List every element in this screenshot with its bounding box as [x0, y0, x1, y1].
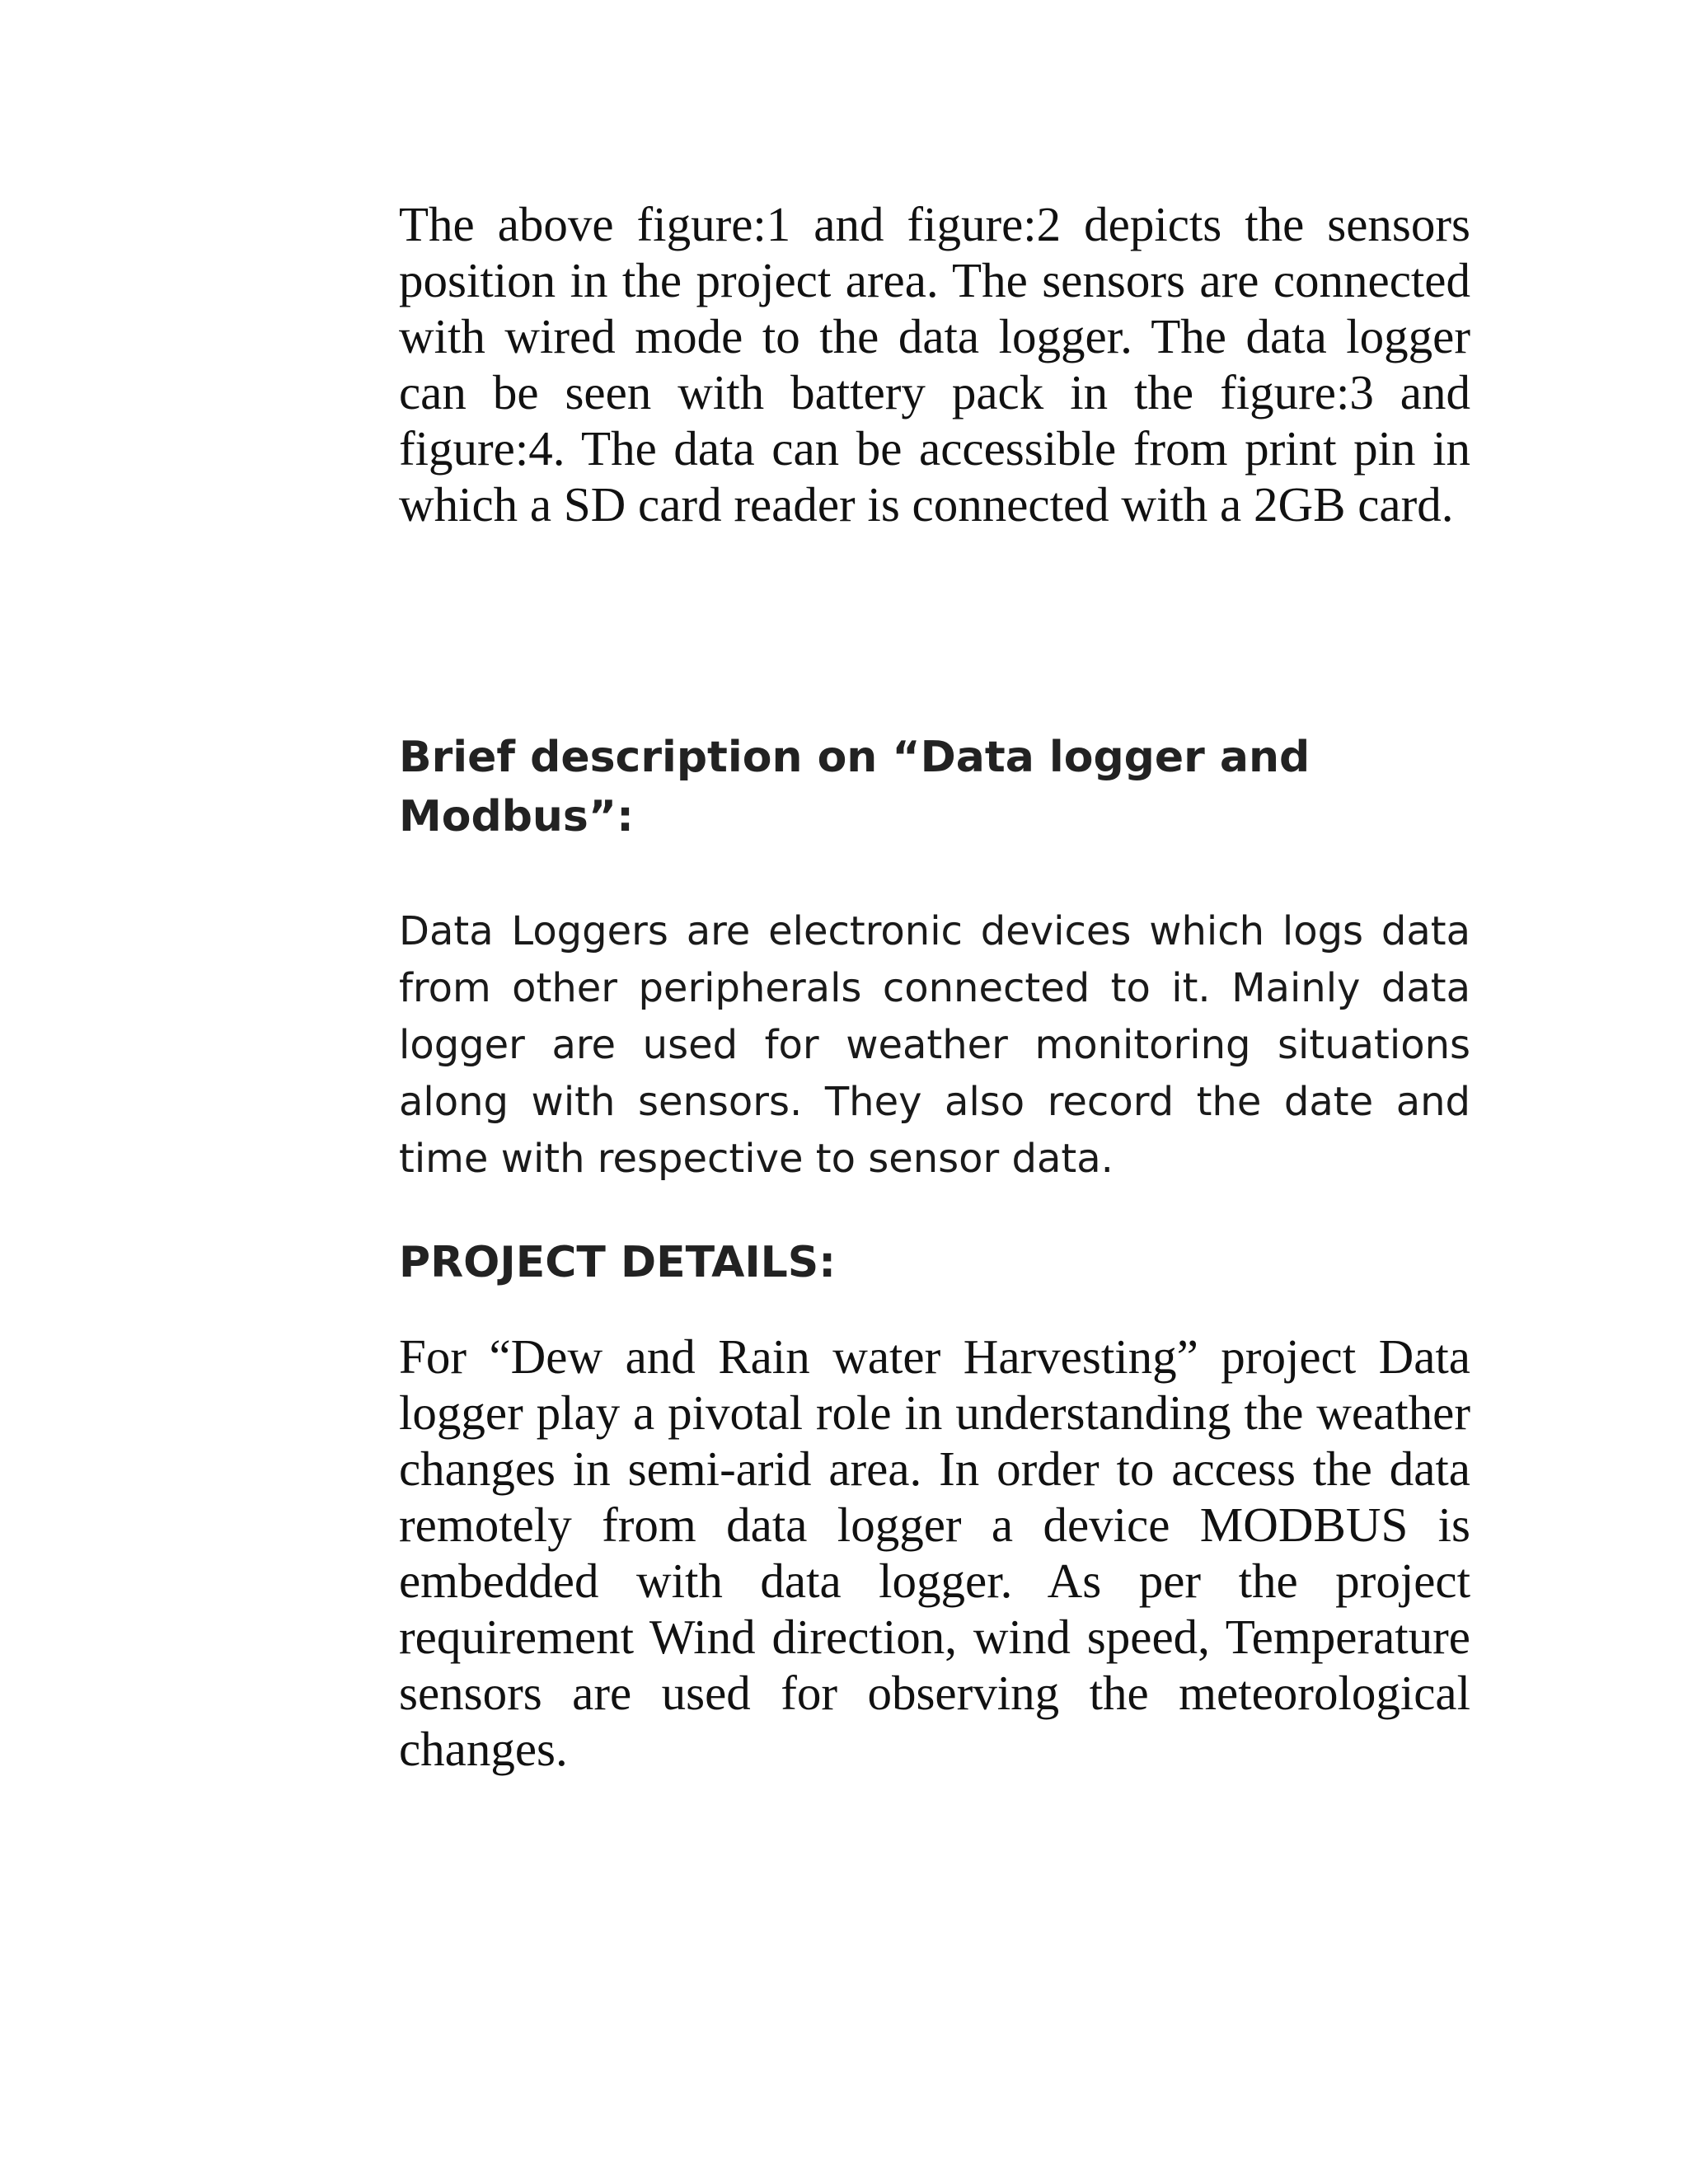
data-logger-paragraph: Data Loggers are electronic devices which logs data from other peripherals connected to it. Mainly data logger are used for weather monitoring situations along with sensors. They also record the date and time with respective to sensor data. — [399, 908, 1470, 1182]
section-heading-data-logger-modbus: Brief description on “Data logger and Modbus”: — [399, 733, 1311, 841]
project-paragraph: For “Dew and Rain water Harvesting” project Data logger play a pivotal role in understanding the weather changes in semi-arid area. In order to access the data remotely from data logger a device MODBUS is embedded with data logger. As per the project requirement Wind direction, wind speed, Temperature sensors are used for observing the meteorological changes. — [399, 1329, 1470, 1776]
intro-paragraph: The above figure:1 and figure:2 depicts the sensors position in the project area. The sensors are connected with wired mode to the data logger. The data logger can be seen with battery pack in the figure:3 and figure:4. The data can be accessible from print pin in which a SD card reader is connected with a 2GB card. — [399, 197, 1470, 532]
section-heading-project-details: PROJECT DETAILS: — [399, 1238, 837, 1287]
